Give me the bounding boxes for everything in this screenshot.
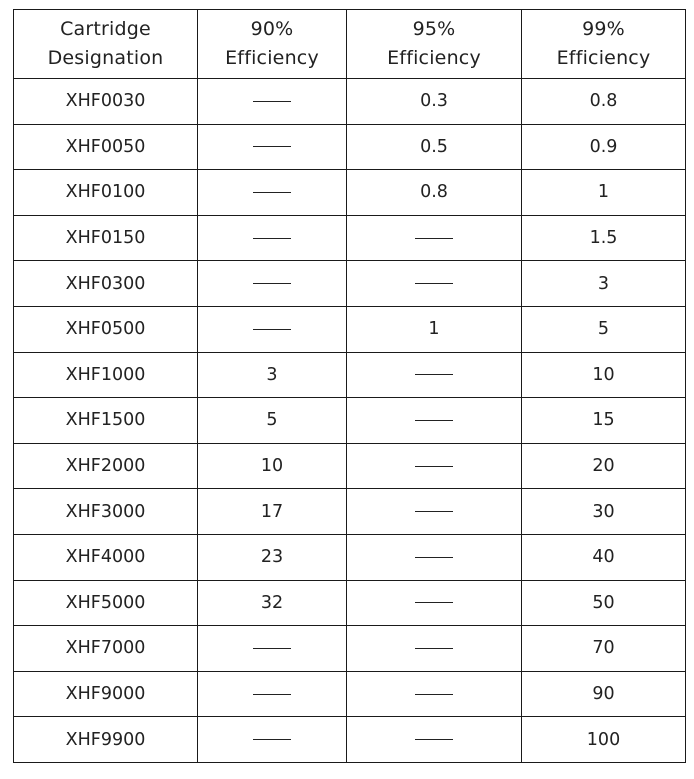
efficiency-95-cell xyxy=(347,717,522,763)
dash-line-icon xyxy=(415,511,453,512)
cell-value: 23 xyxy=(260,547,284,568)
cartridge-designation-cell xyxy=(14,489,198,535)
dash-line-icon xyxy=(415,694,453,695)
cell-value: 1 xyxy=(597,182,610,203)
cartridge-efficiency-table xyxy=(13,9,686,763)
table-body xyxy=(14,79,686,763)
cell-value: XHF0500 xyxy=(65,319,146,340)
cartridge-designation-cell xyxy=(14,215,198,261)
efficiency-95-cell xyxy=(347,398,522,444)
efficiency-99-cell xyxy=(522,626,686,672)
dash-line-icon xyxy=(415,602,453,603)
dash-line-icon xyxy=(415,648,453,649)
cell-value: XHF1500 xyxy=(65,410,146,431)
header-95-efficiency: 95% Efficiency xyxy=(347,10,522,79)
efficiency-90-cell xyxy=(198,79,347,125)
table-row xyxy=(14,306,686,352)
efficiency-90-cell xyxy=(198,352,347,398)
header-90-efficiency: 90% Efficiency xyxy=(198,10,347,79)
cell-value: 17 xyxy=(260,501,284,522)
table-row xyxy=(14,215,686,261)
efficiency-99-cell xyxy=(522,534,686,580)
cell-value: 90 xyxy=(592,684,615,705)
efficiency-90-cell xyxy=(198,124,347,170)
efficiency-90-cell xyxy=(198,671,347,717)
efficiency-90-cell xyxy=(198,489,347,535)
efficiency-90-cell xyxy=(198,443,347,489)
cell-value: 30 xyxy=(592,501,615,522)
dash-line-icon xyxy=(415,466,453,467)
table-row xyxy=(14,170,686,216)
efficiency-90-cell xyxy=(198,534,347,580)
dash-line-icon xyxy=(415,557,453,558)
efficiency-99-cell xyxy=(522,306,686,352)
dash-line-icon xyxy=(253,192,291,193)
cartridge-designation-cell xyxy=(14,306,198,352)
dash-line-icon xyxy=(253,146,291,147)
cell-value: XHF4000 xyxy=(65,547,146,568)
cell-value: 32 xyxy=(260,592,284,613)
cell-value: XHF0150 xyxy=(65,228,146,249)
efficiency-95-cell xyxy=(347,671,522,717)
cartridge-designation-cell xyxy=(14,398,198,444)
table-row xyxy=(14,352,686,398)
efficiency-90-cell xyxy=(198,306,347,352)
table-row xyxy=(14,261,686,307)
cartridge-designation-cell xyxy=(14,534,198,580)
efficiency-95-cell xyxy=(347,352,522,398)
cell-value: 0.9 xyxy=(589,136,618,157)
efficiency-95-cell xyxy=(347,626,522,672)
cell-value: 5 xyxy=(266,410,278,431)
cell-value: XHF3000 xyxy=(65,501,146,522)
efficiency-99-cell xyxy=(522,215,686,261)
cell-value: 10 xyxy=(260,456,284,477)
dash-line-icon xyxy=(253,648,291,649)
cell-value: 0.5 xyxy=(420,136,448,157)
cell-value: XHF0100 xyxy=(65,182,146,203)
table-row xyxy=(14,671,686,717)
table-row xyxy=(14,534,686,580)
cell-value: 70 xyxy=(592,638,615,659)
cartridge-designation-cell xyxy=(14,671,198,717)
efficiency-99-cell xyxy=(522,170,686,216)
efficiency-90-cell xyxy=(198,626,347,672)
dash-line-icon xyxy=(253,694,291,695)
efficiency-99-cell xyxy=(522,671,686,717)
cell-value: 0.8 xyxy=(589,91,618,112)
cartridge-designation-cell xyxy=(14,261,198,307)
cell-value: 1 xyxy=(428,319,440,340)
efficiency-table-container xyxy=(13,9,685,763)
cell-value: XHF9900 xyxy=(65,729,146,750)
cartridge-designation-cell xyxy=(14,717,198,763)
table-header-row xyxy=(14,10,686,79)
cartridge-designation-cell xyxy=(14,626,198,672)
efficiency-90-cell xyxy=(198,580,347,626)
efficiency-90-cell xyxy=(198,398,347,444)
efficiency-99-cell xyxy=(522,79,686,125)
cell-value: 1.5 xyxy=(589,228,618,249)
efficiency-95-cell xyxy=(347,261,522,307)
efficiency-99-cell xyxy=(522,124,686,170)
efficiency-99-cell xyxy=(522,352,686,398)
efficiency-95-cell xyxy=(347,534,522,580)
dash-line-icon xyxy=(415,283,453,284)
cell-value: 50 xyxy=(592,592,615,613)
cartridge-designation-cell xyxy=(14,443,198,489)
efficiency-99-cell xyxy=(522,261,686,307)
dash-line-icon xyxy=(253,329,291,330)
efficiency-90-cell xyxy=(198,215,347,261)
efficiency-99-cell xyxy=(522,398,686,444)
table-row xyxy=(14,398,686,444)
cartridge-designation-cell xyxy=(14,170,198,216)
efficiency-99-cell xyxy=(522,580,686,626)
efficiency-99-cell xyxy=(522,443,686,489)
efficiency-99-cell xyxy=(522,717,686,763)
cell-value: 5 xyxy=(597,319,610,340)
cell-value: 0.3 xyxy=(420,91,448,112)
table-row xyxy=(14,124,686,170)
dash-line-icon xyxy=(253,238,291,239)
efficiency-95-cell xyxy=(347,215,522,261)
efficiency-95-cell xyxy=(347,124,522,170)
dash-line-icon xyxy=(415,238,453,239)
cell-value: XHF2000 xyxy=(65,456,146,477)
cell-value: 15 xyxy=(592,410,615,431)
table-row xyxy=(14,626,686,672)
dash-line-icon xyxy=(415,420,453,421)
table-row xyxy=(14,717,686,763)
header-cartridge-designation: Cartridge Designation xyxy=(14,10,198,79)
efficiency-95-cell xyxy=(347,79,522,125)
cell-value: 40 xyxy=(592,547,615,568)
table-row xyxy=(14,580,686,626)
table-row xyxy=(14,489,686,535)
cell-value: 100 xyxy=(586,729,621,750)
efficiency-95-cell xyxy=(347,489,522,535)
cell-value: 0.8 xyxy=(420,182,448,203)
table-row xyxy=(14,79,686,125)
table-row xyxy=(14,443,686,489)
cell-value: XHF0300 xyxy=(65,273,146,294)
dash-line-icon xyxy=(253,283,291,284)
cell-value: XHF1000 xyxy=(65,364,146,385)
efficiency-95-cell xyxy=(347,443,522,489)
efficiency-95-cell xyxy=(347,306,522,352)
efficiency-90-cell xyxy=(198,170,347,216)
header-99-efficiency: 99% Efficiency xyxy=(522,10,686,79)
dash-line-icon xyxy=(415,739,453,740)
cartridge-designation-cell xyxy=(14,580,198,626)
efficiency-90-cell xyxy=(198,717,347,763)
cell-value: 10 xyxy=(592,364,615,385)
dash-line-icon xyxy=(415,374,453,375)
efficiency-99-cell xyxy=(522,489,686,535)
efficiency-95-cell xyxy=(347,580,522,626)
cartridge-designation-cell xyxy=(14,79,198,125)
cell-value: XHF9000 xyxy=(65,684,146,705)
cell-value: XHF0030 xyxy=(65,91,146,112)
efficiency-95-cell xyxy=(347,170,522,216)
cell-value: 3 xyxy=(597,273,610,294)
cell-value: XHF5000 xyxy=(65,592,146,613)
cartridge-designation-cell xyxy=(14,352,198,398)
cell-value: XHF7000 xyxy=(65,638,146,659)
cell-value: XHF0050 xyxy=(65,136,146,157)
cell-value: 20 xyxy=(592,456,615,477)
dash-line-icon xyxy=(253,739,291,740)
cartridge-designation-cell xyxy=(14,124,198,170)
dash-line-icon xyxy=(253,101,291,102)
cell-value: 3 xyxy=(266,364,278,385)
efficiency-90-cell xyxy=(198,261,347,307)
